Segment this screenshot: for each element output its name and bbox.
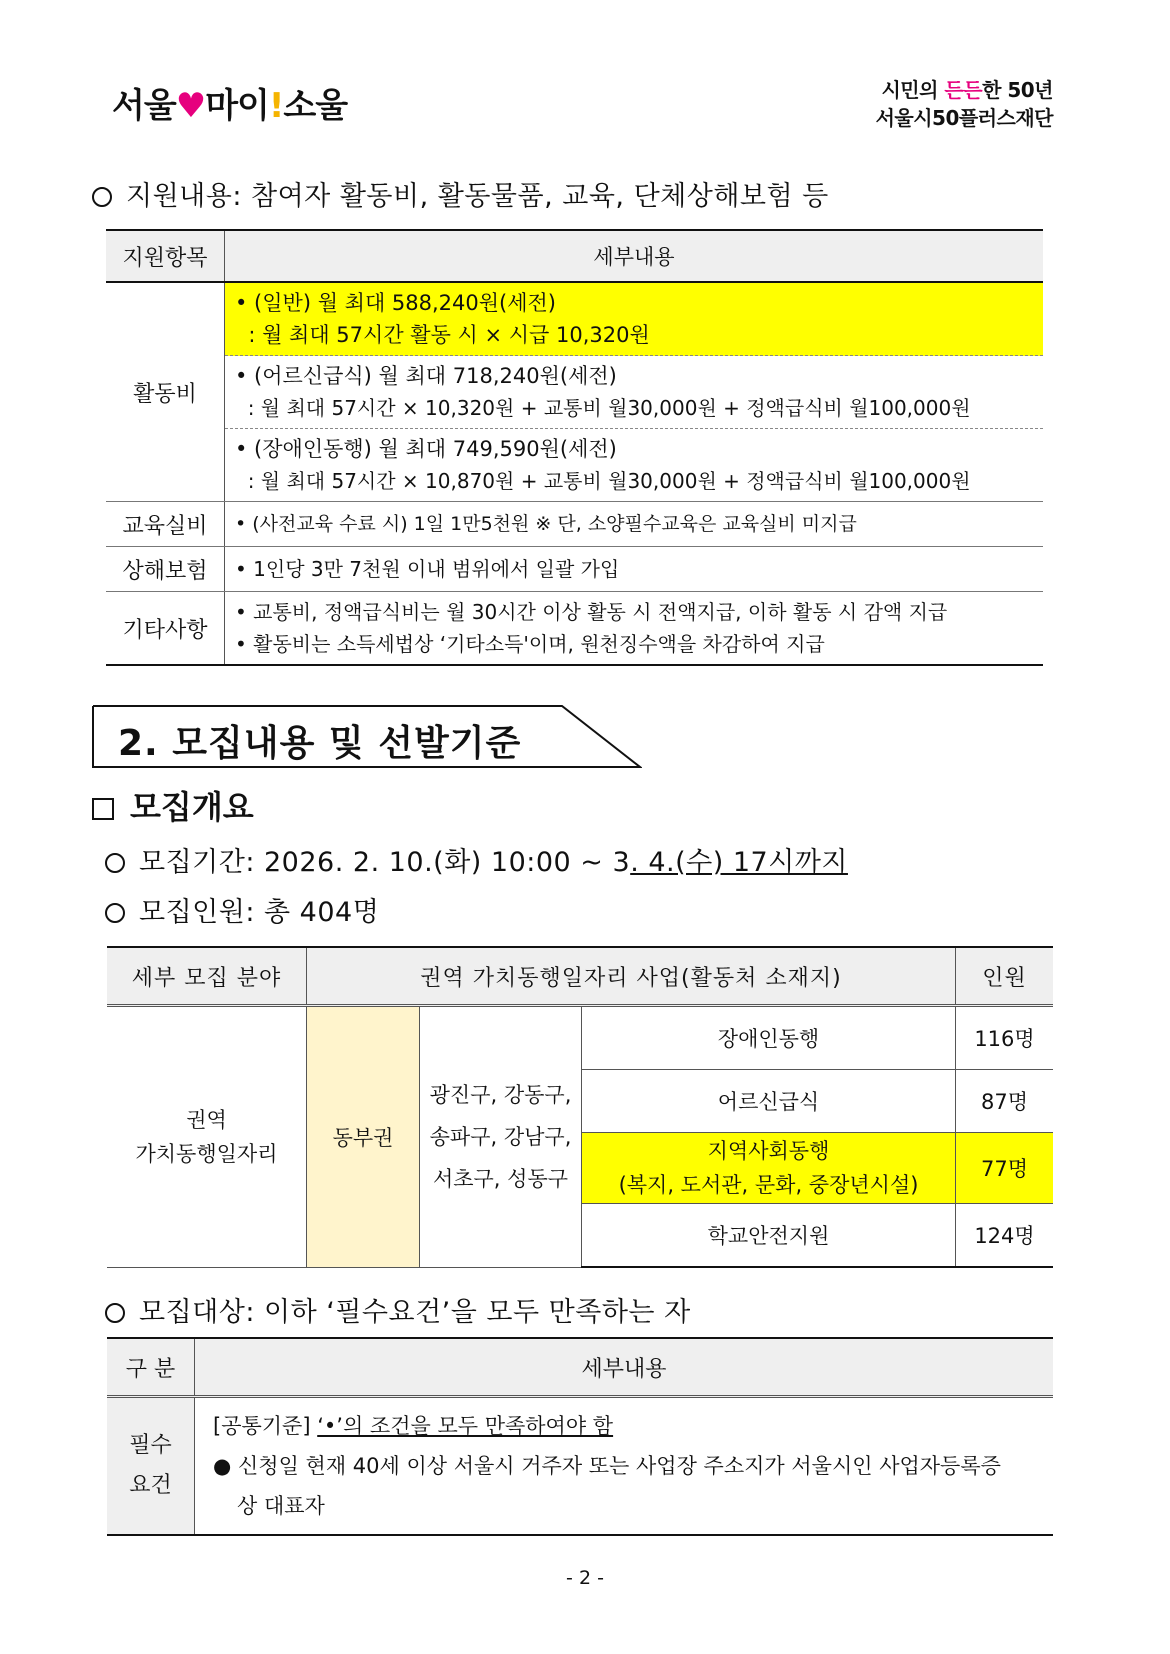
edu-text: • (사전교육 수료 시) 1일 1만5천원 ※ 단, 소양필수교육은 교육실비 미지급 bbox=[225, 502, 1044, 547]
insurance-text: • 1인당 3만 7천원 이내 범위에서 일괄 가입 bbox=[225, 547, 1044, 592]
slogan bbox=[876, 76, 1053, 132]
col-detail: 세부내용 bbox=[225, 230, 1044, 282]
common-criteria bbox=[213, 1406, 1053, 1446]
period-line bbox=[105, 840, 848, 879]
support-heading: 지원내용: 참여자 활동비, 활동물품, 교육, 단체상해보험 등 bbox=[126, 181, 829, 212]
square-bullet-icon bbox=[92, 798, 114, 820]
col-item: 지원항목 bbox=[106, 230, 225, 282]
requirement-line2: 상 대표자 bbox=[237, 1494, 325, 1518]
district-line: 광진구, 강동구, bbox=[429, 1082, 572, 1107]
activity-label: 활동비 bbox=[106, 282, 225, 502]
circle-bullet-icon bbox=[105, 1303, 125, 1323]
activity-row-line1: • (어르신급식) 월 최대 718,240원(세전) bbox=[235, 364, 617, 388]
activity-row-line2: : 월 최대 57시간 활동 시 × 시급 10,320원 bbox=[235, 323, 650, 347]
project-count: 87명 bbox=[956, 1070, 1054, 1133]
requirement-line1: ● 신청일 현재 40세 이상 서울시 거주자 또는 사업장 주소지가 서울시인 사업자등록증 bbox=[213, 1454, 1001, 1478]
col-division: 구 분 bbox=[107, 1338, 195, 1397]
project-name: 지역사회동행 bbox=[707, 1139, 830, 1163]
required-label-line2: 요건 bbox=[129, 1473, 172, 1498]
required-label-line1: 필수 bbox=[129, 1433, 172, 1458]
recruit-table bbox=[107, 946, 1053, 1268]
field-cell bbox=[107, 1006, 307, 1268]
support-table bbox=[106, 229, 1043, 666]
slogan-highlight: 든든 bbox=[944, 78, 983, 102]
activity-row-line1: • (일반) 월 최대 588,240원(세전) bbox=[235, 291, 556, 315]
activity-row-general bbox=[225, 282, 1044, 356]
project-name-cell bbox=[582, 1133, 956, 1204]
col-field: 세부 모집 분야 bbox=[107, 947, 307, 1006]
activity-row-elderly bbox=[225, 356, 1044, 429]
common-underlined: ‘•’의 조건을 모두 만족하여야 함 bbox=[317, 1414, 614, 1438]
project-name: 학교안전지원 bbox=[582, 1204, 956, 1268]
section-title bbox=[92, 705, 642, 769]
target-heading-line bbox=[105, 1290, 691, 1329]
target-table bbox=[107, 1337, 1053, 1536]
project-count: 77명 bbox=[956, 1133, 1054, 1204]
period-underlined: . 4.(수) 17시까지 bbox=[630, 847, 848, 878]
field-line1: 권역 bbox=[186, 1107, 227, 1132]
edu-label: 교육실비 bbox=[106, 502, 225, 547]
etc-label: 기타사항 bbox=[106, 592, 225, 666]
period-text: 모집기간: 2026. 2. 10.(화) 10:00 ~ 3 bbox=[139, 847, 631, 878]
slogan-pre: 시민의 bbox=[881, 78, 945, 102]
activity-row-disabled bbox=[225, 429, 1044, 502]
insurance-label: 상해보험 bbox=[106, 547, 225, 592]
activity-row-line2: : 월 최대 57시간 × 10,320원 + 교통비 월30,000원 + 정액급식비 월100,000원 bbox=[235, 396, 971, 420]
district-line: 송파구, 강남구, bbox=[429, 1124, 572, 1149]
col-count: 인원 bbox=[956, 947, 1054, 1006]
district-line: 서초구, 성동구 bbox=[432, 1166, 569, 1191]
headcount-line bbox=[105, 890, 379, 929]
exclamation-icon: ! bbox=[268, 86, 284, 126]
page-number: - 2 - bbox=[566, 1567, 604, 1589]
field-line2: 가치동행일자리 bbox=[135, 1141, 278, 1166]
circle-bullet-icon bbox=[105, 853, 125, 873]
section-title-text: 2. 모집내용 및 선발기준 bbox=[118, 723, 522, 764]
region-cell: 동부권 bbox=[307, 1006, 420, 1268]
slogan-post: 한 50년 bbox=[982, 78, 1053, 102]
project-count: 124명 bbox=[956, 1204, 1054, 1268]
activity-row-line1: • (장애인동행) 월 최대 749,590원(세전) bbox=[235, 437, 617, 461]
required-label bbox=[107, 1397, 195, 1536]
etc-line1: • 교통비, 정액급식비는 월 30시간 이상 활동 시 전액지급, 이하 활동 시 감액 지급 bbox=[235, 600, 948, 624]
activity-row-line2: : 월 최대 57시간 × 10,870원 + 교통비 월30,000원 + 정액급식비 월100,000원 bbox=[235, 469, 971, 493]
foundation-name: 서울시50플러스재단 bbox=[875, 106, 1053, 130]
overview-heading-line bbox=[92, 782, 254, 828]
col-detail: 세부내용 bbox=[195, 1338, 1054, 1397]
project-count: 116명 bbox=[956, 1006, 1054, 1070]
project-sub: (복지, 도서관, 문화, 중장년시설) bbox=[618, 1173, 919, 1197]
headcount-text: 모집인원: 총 404명 bbox=[139, 897, 380, 928]
target-heading: 모집대상: 이하 ‘필수요건’을 모두 만족하는 자 bbox=[139, 1297, 691, 1328]
project-name: 어르신급식 bbox=[582, 1070, 956, 1133]
project-name: 장애인동행 bbox=[582, 1006, 956, 1070]
circle-bullet-icon bbox=[105, 903, 125, 923]
heart-icon: ♥ bbox=[175, 86, 206, 126]
logo bbox=[112, 78, 347, 127]
districts-cell bbox=[420, 1006, 582, 1268]
overview-heading: 모집개요 bbox=[130, 788, 254, 826]
logo-part-1: 서울 bbox=[112, 86, 176, 126]
col-project: 권역 가치동행일자리 사업(활동처 소재지) bbox=[307, 947, 956, 1006]
circle-bullet-icon bbox=[92, 187, 112, 207]
etc-line2: • 활동비는 소득세법상 ‘기타소득'이며, 원천징수액을 차감하여 지급 bbox=[235, 632, 825, 656]
etc-text bbox=[225, 592, 1044, 666]
support-heading-line bbox=[92, 174, 829, 213]
common-prefix: [공통기준] bbox=[213, 1414, 318, 1438]
required-content bbox=[195, 1397, 1054, 1536]
logo-part-2: 마이 bbox=[205, 86, 269, 126]
logo-part-3: 소울 bbox=[283, 86, 348, 126]
